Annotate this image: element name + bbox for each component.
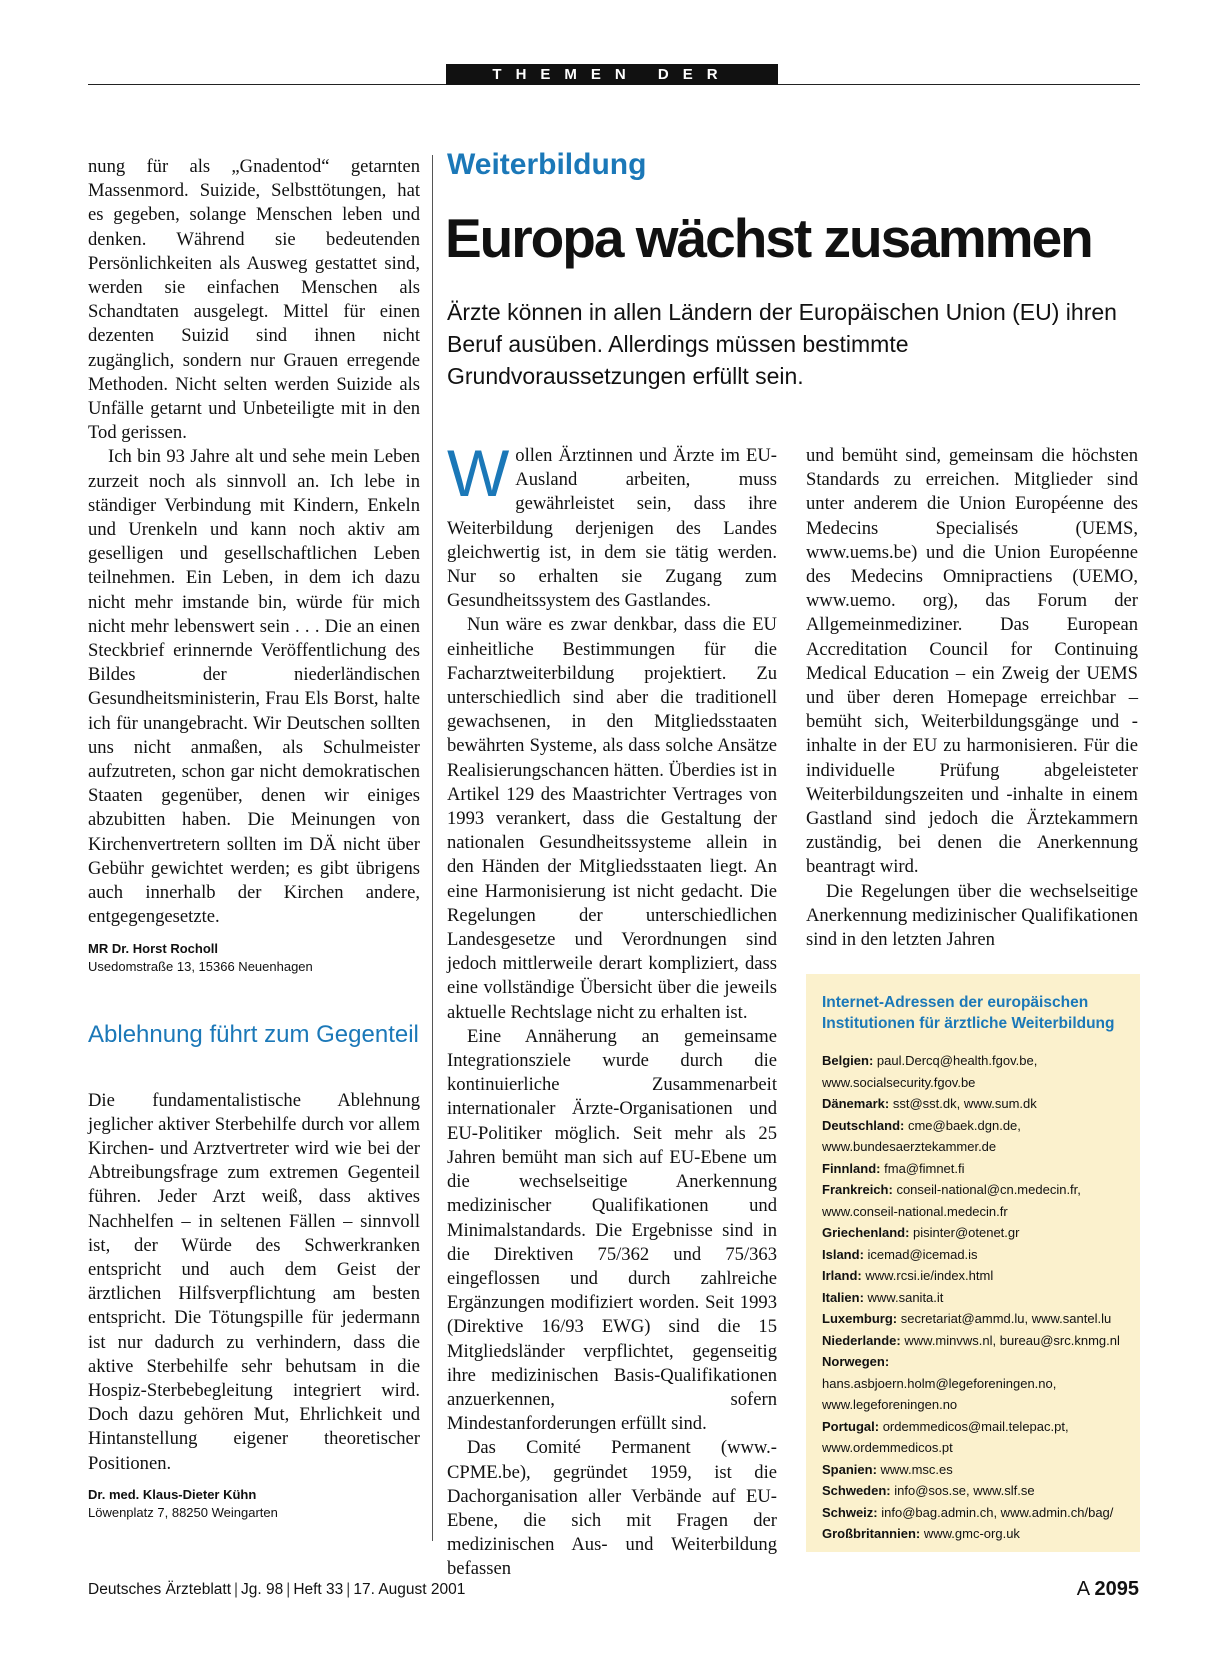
- article-headline: Europa wächst zusammen: [445, 207, 1092, 269]
- info-box: [806, 974, 1140, 1552]
- info-entry-addresses: paul.Dercq@health.fgov.be, www.socialsecurity.fgov.be: [822, 1053, 1038, 1090]
- article-paragraph: [447, 436, 777, 613]
- info-entry-addresses: secretariat@ammd.lu, www.santel.lu: [900, 1311, 1112, 1326]
- info-entry-addresses: hans.asbjoern.holm@legeforeningen.no, www.legeforeningen.no: [822, 1375, 1057, 1412]
- info-entry: [822, 1459, 1126, 1481]
- info-entry-country: Schweden:: [822, 1483, 891, 1498]
- info-entry-country: Frankreich:: [822, 1182, 893, 1197]
- article-paragraph: Eine Annäherung an gemeinsame Integrationsziele wurde durch die kontinuierliche Zusammenarbeit internationaler Ärzte-Organisationen und EU-Politiker möglich. Seit mehr als 25 Jahren bemüht man sich auf EU-Ebene um die wechselseitige Anerkennung medizinischer Qualifikationen und Minimalstandards. Die Ergebnisse sind in die Direktiven 75/362 und 75/363 eingeflossen und durch zahlreiche Ergänzungen modifiziert worden. Seit 1993 (Direktive 16/93 EWG) sind die 15 Mitgliedsländer verpflichtet, gegenseitig ihre medizinischen Basis-Qualifikationen anzuerkennen, sofern Mindestanforderungen erfüllt sind.: [447, 1025, 777, 1435]
- info-entry-addresses: ordemmedicos@mail.telepac.pt, www.ordemmedicos.pt: [822, 1418, 1069, 1455]
- signature-name: Dr. med. Klaus-Dieter Kühn: [88, 1486, 257, 1502]
- article-paragraph: Nun wäre es zwar denkbar, dass die EU einheitliche Bestimmungen für die Facharztweiterbildung projektiert. Zu unterschiedlich sind aber die traditionell gewachsenen, in den Mitgliedsstaaten bewährten Systeme, als dass solche Ansätze Realisierungschancen hätten. Überdies ist in Artikel 129 des Maastrichter Vertrages von 1993 verankert, dass die Gestaltung der nationalen Gesundheitssysteme allein in den Händen der Mitgliedsstaaten liegt. An eine Harmonisierung ist nicht gedacht. Die Regelungen der unterschiedlichen Landesgesetze und Verordnungen sind jedoch mittlerweile derart kompliziert, dass eine vollständige Übersicht über die jeweils aktuelle Rechtslage nicht zu erhalten ist.: [447, 614, 777, 1023]
- signature-address: Usedomstraße 13, 15366 Neuenhagen: [88, 958, 313, 974]
- info-entry-addresses: cme@baek.dgn.de, www.bundesaerztekammer.de: [822, 1117, 1021, 1154]
- info-entry: [822, 1179, 1126, 1222]
- page-letter: A: [1076, 1578, 1089, 1600]
- info-entry: [822, 1480, 1126, 1502]
- info-entry: [822, 1244, 1126, 1266]
- signature-address: Löwenplatz 7, 88250 Weingarten: [88, 1504, 278, 1520]
- article-lead: Ärzte können in allen Ländern der Europäischen Union (EU) ihren Beruf ausüben. Allerdings müssen bestimmte Grundvoraussetzungen erfüllt sein.: [447, 299, 1117, 389]
- info-entry: [822, 1287, 1126, 1309]
- footer-citation: [88, 1579, 465, 1601]
- page-number-value: 2095: [1094, 1578, 1139, 1600]
- article-paragraph: Die Regelungen über die wechselseitige Anerkennung medizinischer Qualifikationen sind in den letzten Jahren: [806, 880, 1138, 951]
- info-entry: [822, 1265, 1126, 1287]
- article-column-1: [447, 436, 777, 1582]
- info-entry: [822, 1330, 1126, 1352]
- info-entry-country: Irland:: [822, 1268, 862, 1283]
- letter-paragraph: nung für als „Gnadentod“ getarnten Massenmord. Suizide, Selbsttötungen, hat es gegeben, solange Menschen leben und denken. Während sie bedeutenden Persönlichkeiten als Ausweg gestattet sind, werden sie einfachen Menschen als Schandtaten ausgelegt. Mittel für einen dezenten Suizid sind ihnen nicht zugänglich, sondern nur Grauen erregende Methoden. Nicht selten werden Suizide als Unfälle getarnt und Unbeteiligte mit in den Tod gerissen.: [88, 156, 420, 444]
- info-entry-country: Großbritannien:: [822, 1526, 921, 1541]
- info-entry: [822, 1351, 1126, 1416]
- info-entry: [822, 1308, 1126, 1330]
- article-column-2: [806, 444, 1138, 952]
- info-entry-country: Spanien:: [822, 1461, 877, 1477]
- info-entry-addresses: www.minvws.nl, bureau@src.knmg.nl: [904, 1332, 1120, 1348]
- info-entry-country: Portugal:: [822, 1418, 880, 1434]
- info-entry: [822, 1222, 1126, 1244]
- info-entry: [822, 1115, 1126, 1158]
- letter-subheading: Ablehnung führt zum Gegenteil: [88, 1020, 419, 1048]
- info-box-title: Internet-Adressen der europäischen Institutionen für ärztliche Weiterbildung: [822, 994, 1115, 1032]
- info-entry-addresses: info@bag.admin.ch, www.admin.ch/bag/: [881, 1504, 1114, 1520]
- letter-paragraph: Ich bin 93 Jahre alt und sehe mein Leben zurzeit noch als sinnvoll an. Ich lebe in ständiger Verbindung mit Kindern, Enkeln und Urenkeln und kann noch aktiv am geselligen und gesellschaftlichen Leben teilnehmen. Ein Leben, in dem ich dazu nicht mehr imstande bin, würde für mich nicht mehr lebenswert sein . . . Die an einen Steckbrief erinnernde Veröffentlichung des Bildes der niederländischen Gesundheitsministerin, Frau Els Borst, halte ich für unangebracht. Wir Deutschen sollten uns nicht anmaßen, als Schulmeister aufzutreten, schon gar nicht demokratischen Staaten gegenüber, denen wir einiges abzubitten haben. Die Meinungen von Kirchenvertretern sollten im DÄ nicht über Gebühr gewichtet werden; es gibt übrigens auch innerhalb der Kirchen andere, entgegengesetzte.: [88, 446, 420, 928]
- info-entry-country: Niederlande:: [822, 1332, 901, 1348]
- info-entry-country: Island:: [822, 1246, 864, 1262]
- info-entry: [822, 1158, 1126, 1180]
- info-entry: [822, 1416, 1126, 1459]
- info-entry: [822, 1523, 1126, 1545]
- footer-separator: |: [234, 1581, 239, 1598]
- article-paragraph-text: ollen Ärztinnen und Ärzte im EU-Ausland arbeiten, muss gewährleistet sein, dass ihre Weiterbildung derjenigen des Landes gleichwertig ist, in dem sie tätig werden. Nur so erhalten sie Zugang zum Gesundheitssystem des Gastlandes.: [447, 445, 777, 612]
- info-entry-addresses: conseil-national@cn.medecin.fr, www.conseil-national.medecin.fr: [822, 1182, 1081, 1219]
- info-entry-country: Italien:: [822, 1289, 864, 1305]
- info-entry: [822, 1093, 1126, 1115]
- article-kicker: Weiterbildung: [447, 148, 647, 181]
- info-entry-country: Norwegen:: [822, 1354, 890, 1369]
- info-entry-country: Deutschland:: [822, 1117, 905, 1133]
- footer-separator: |: [346, 1581, 351, 1598]
- info-entry-addresses: sst@sst.dk, www.sum.dk: [892, 1096, 1037, 1111]
- drop-cap: W: [447, 436, 510, 510]
- info-entry-country: Luxemburg:: [822, 1311, 898, 1326]
- info-entry-country: Dänemark:: [822, 1096, 890, 1111]
- footer-separator: |: [286, 1581, 291, 1598]
- letters-column: [88, 155, 420, 1522]
- article-paragraph: Das Comité Permanent (www.-CPME.be), gegründet 1959, ist die Dachorganisation aller Verbände auf EU-Ebene, die sich mit Fragen der medizinischen Aus- und Weiterbildung befassen: [447, 1437, 777, 1580]
- info-entry-addresses: www.sanita.it: [867, 1289, 944, 1305]
- info-entry-addresses: www.msc.es: [880, 1461, 953, 1477]
- info-entry-addresses: pisinter@otenet.gr: [913, 1225, 1020, 1240]
- article-paragraph: und bemüht sind, gemeinsam die höchsten Standards zu erreichen. Mitglieder sind unter anderem die Union Européenne des Medecins Specialisés (UEMS, www.uems.be) und die Union Européenne des Medecins Omnipractiens (UEMO, www.uemo. org), das Forum der Allgemeinmediziner. Das European Accreditation Council for Continuing Medical Education – ein Zweig der UEMS und über deren Homepage erreichbar – bemüht sich, Weiterbildungsgänge und -inhalte in der EU zu harmonisieren. Für die individuelle Prüfung abgeleisteter Weiterbildungszeiten und -inhalte in einem Gastland sind jedoch die Ärztekammern zuständig, bei denen die Anerkennung beantragt wird.: [806, 445, 1138, 878]
- info-entry-addresses: fma@fimnet.fi: [884, 1160, 965, 1176]
- info-entry-addresses: www.rcsi.ie/index.html: [865, 1268, 994, 1283]
- info-entry-addresses: www.gmc-org.uk: [923, 1526, 1020, 1541]
- issue-date: 17. August 2001: [353, 1581, 466, 1598]
- info-entry-country: Schweiz:: [822, 1504, 878, 1520]
- section-label: THEMEN DER ZEIT: [446, 64, 778, 85]
- info-entry-addresses: info@sos.se, www.slf.se: [894, 1483, 1035, 1498]
- volume: Jg. 98: [241, 1581, 284, 1598]
- info-entry-country: Finnland:: [822, 1160, 881, 1176]
- publication-name: Deutsches Ärzteblatt: [88, 1581, 232, 1598]
- info-entry-addresses: icemad@icemad.is: [867, 1246, 978, 1262]
- signature-name: MR Dr. Horst Rocholl: [88, 940, 219, 956]
- info-entry-country: Belgien:: [822, 1053, 874, 1068]
- issue: Heft 33: [293, 1581, 344, 1598]
- info-entry-country: Griechenland:: [822, 1225, 910, 1240]
- info-box-entries: [822, 1050, 1126, 1545]
- info-entry: [822, 1502, 1126, 1524]
- page-number: [1077, 1576, 1139, 1602]
- column-divider: [432, 155, 433, 1541]
- info-entry: [822, 1050, 1126, 1093]
- letter-paragraph: Die fundamentalistische Ablehnung jeglicher aktiver Sterbehilfe durch vor allem Kirchen- und Arztvertreter wird wie bei der Abtreibungsfrage zum extremen Gegenteil führen. Jeder Arzt weiß, dass aktives Nachhelfen – in seltenen Fällen – sinnvoll ist, der Würde des Schwerkranken entspricht und auch dem Geist der ärztlichen Hilfsverpflichtung am besten entspricht. Die Tötungspille für jedermann ist nur dadurch zu verhindern, dass die aktive Sterbehilfe sehr behutsam in die Hospiz-Sterbebegleitung integriert wird. Doch dazu gehören Mut, Ehrlichkeit und Hintanstellung eigener theoretischer Positionen.: [88, 1089, 420, 1474]
